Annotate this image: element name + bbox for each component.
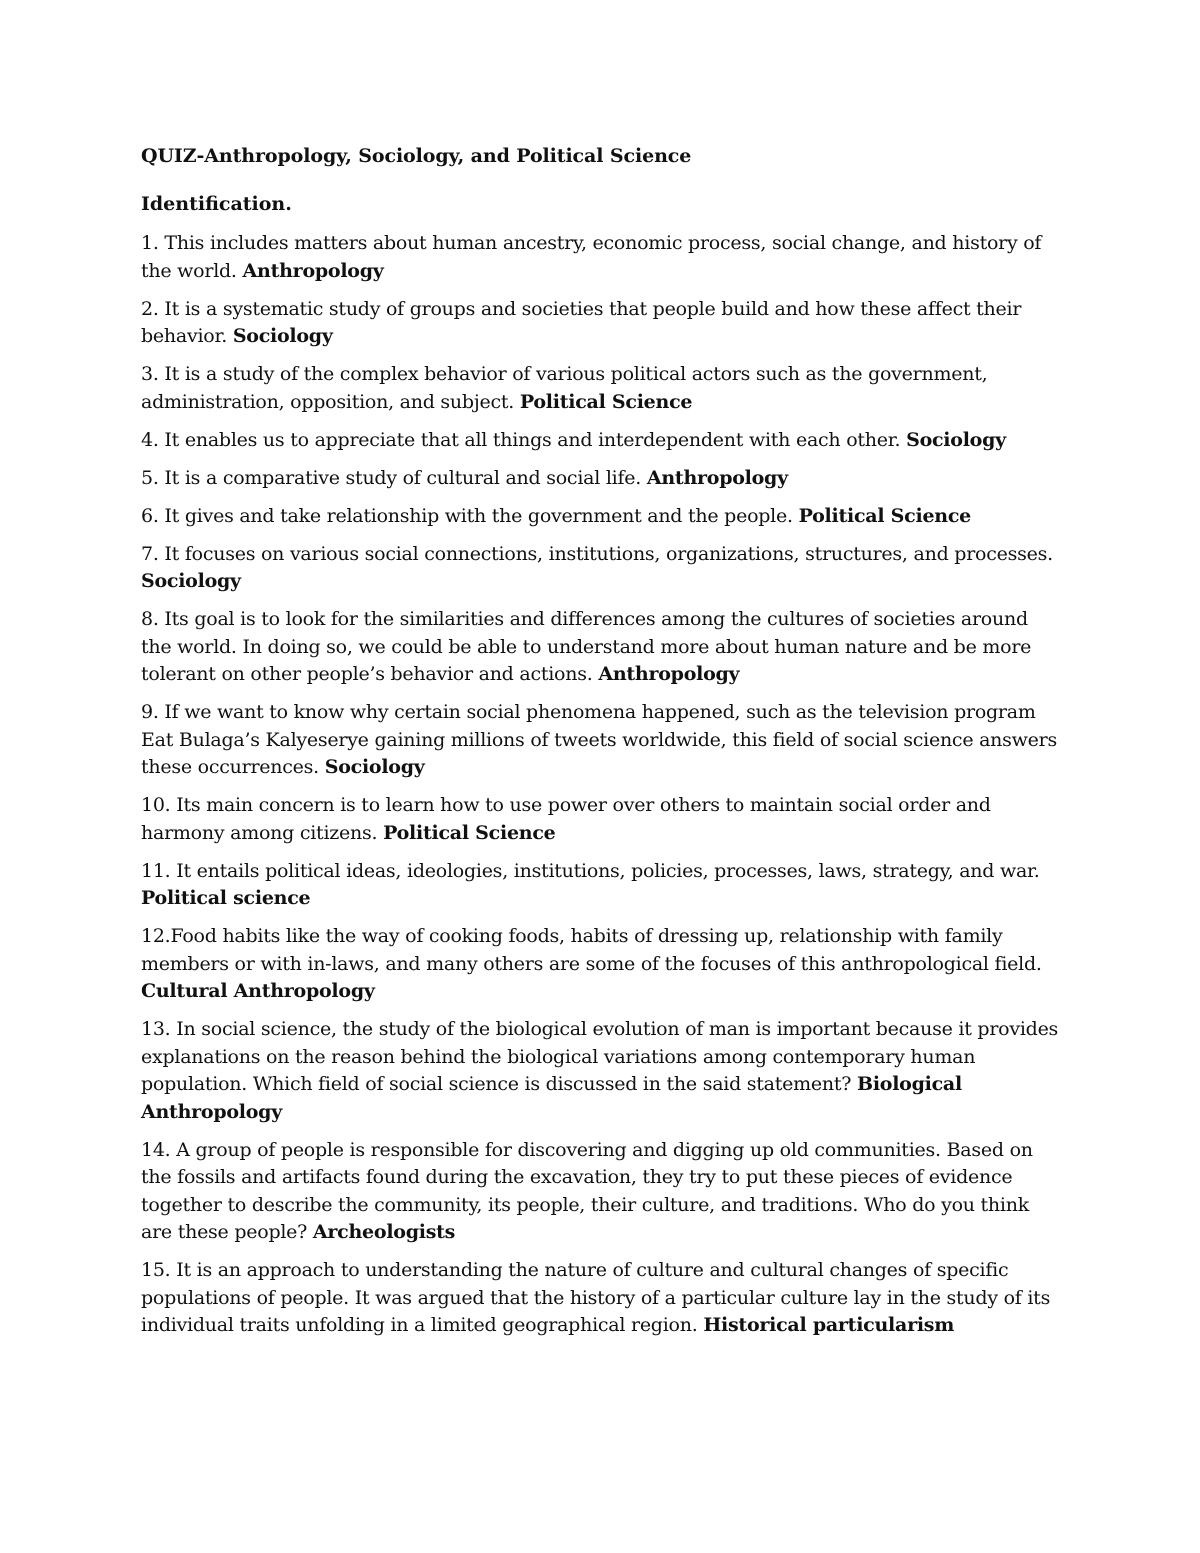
question-text: 11. It entails political ideas, ideologies, institutions, policies, processes, laws, strategy, and war. xyxy=(141,859,1040,882)
quiz-item-2 xyxy=(141,296,1061,351)
question-text: 6. It gives and take relationship with the government and the people. xyxy=(141,504,793,527)
document-page xyxy=(141,140,1061,1350)
answer-text: Anthropology xyxy=(242,259,384,282)
answer-text: Sociology xyxy=(324,756,425,778)
answer-text: Archeologists xyxy=(312,1221,456,1243)
section-heading: Identification. xyxy=(141,193,292,215)
answer-text: Sociology xyxy=(906,428,1006,451)
question-text: 2. It is a systematic study of groups and societies that people build and how these affect their behavior. xyxy=(141,297,1022,347)
quiz-item-12 xyxy=(141,923,1061,1006)
quiz-item-5 xyxy=(141,465,1061,493)
quiz-item-11 xyxy=(141,858,1061,913)
quiz-item-1 xyxy=(141,230,1061,285)
question-text: 9. If we want to know why certain social phenomena happened, such as the television program Eat Bulaga’s Kalyeserye gaining millions of tweets worldwide, this field of social science answers these occurrences. xyxy=(141,701,1058,778)
question-text: 15. It is an approach to understanding the nature of culture and cultural changes of specific populations of people. It was argued that the history of a particular culture lay in the study of its individual traits unfolding in a limited geographical region. xyxy=(141,1259,1051,1336)
question-text: 13. In social science, the study of the biological evolution of man is important because it provides explanations on the reason behind the biological variations among contemporary human population. Which field of social science is discussed in the said statement? xyxy=(141,1018,1059,1095)
quiz-item-13 xyxy=(141,1016,1061,1126)
answer-text: Political science xyxy=(141,887,311,909)
question-text: 7. It focuses on various social connections, institutions, organizations, structures, and processes. xyxy=(141,542,1053,565)
quiz-item-6 xyxy=(141,503,1061,531)
answer-text: Anthropology xyxy=(646,466,788,489)
quiz-item-14 xyxy=(141,1137,1061,1247)
quiz-item-7 xyxy=(141,541,1061,596)
question-text: 12.Food habits like the way of cooking foods, habits of dressing up, relationship with family members or with in-laws, and many others are some of the focuses of this anthropological field. xyxy=(141,925,1042,975)
answer-text: Biological Anthropology xyxy=(141,1073,962,1123)
quiz-item-15 xyxy=(141,1257,1061,1340)
question-text: 1. This includes matters about human ancestry, economic process, social change, and history of the world. xyxy=(141,232,1042,282)
question-text: 4. It enables us to appreciate that all things and interdependent with each other. xyxy=(141,428,901,451)
answer-text: Sociology xyxy=(141,570,241,592)
answer-text: Anthropology xyxy=(598,663,740,685)
question-text: 5. It is a comparative study of cultural and social life. xyxy=(141,466,642,489)
answer-text: Historical particularism xyxy=(703,1314,955,1336)
question-text: 8. Its goal is to look for the similarities and differences among the cultures of societies around the world. In doing so, we could be able to understand more about human nature and be more tolerant on other people’s behavior and actions. xyxy=(141,608,1032,685)
page-title: QUIZ-Anthropology, Sociology, and Political Science xyxy=(141,145,692,167)
answer-text: Political Science xyxy=(383,821,556,844)
question-text: 3. It is a study of the complex behavior of various political actors such as the government, administration, opposition, and subject. xyxy=(141,363,988,413)
quiz-item-3 xyxy=(141,361,1061,416)
quiz-item-9 xyxy=(141,699,1061,782)
quiz-item-8 xyxy=(141,606,1061,689)
answer-text: Political Science xyxy=(519,390,693,413)
question-text: 14. A group of people is responsible for discovering and digging up old communities. Based on the fossils and artifacts found during the excavation, they try to put these pieces of evidence together to describe the community, its people, their culture, and traditions. Who do you think are these people? xyxy=(141,1138,1033,1243)
quiz-item-10 xyxy=(141,792,1061,847)
quiz-item-4 xyxy=(141,427,1061,455)
question-text: 10. Its main concern is to learn how to use power over others to maintain social order and harmony among citizens. xyxy=(141,794,991,844)
answer-text: Cultural Anthropology xyxy=(141,980,375,1002)
answer-text: Political Science xyxy=(798,504,972,527)
answer-text: Sociology xyxy=(232,325,333,347)
